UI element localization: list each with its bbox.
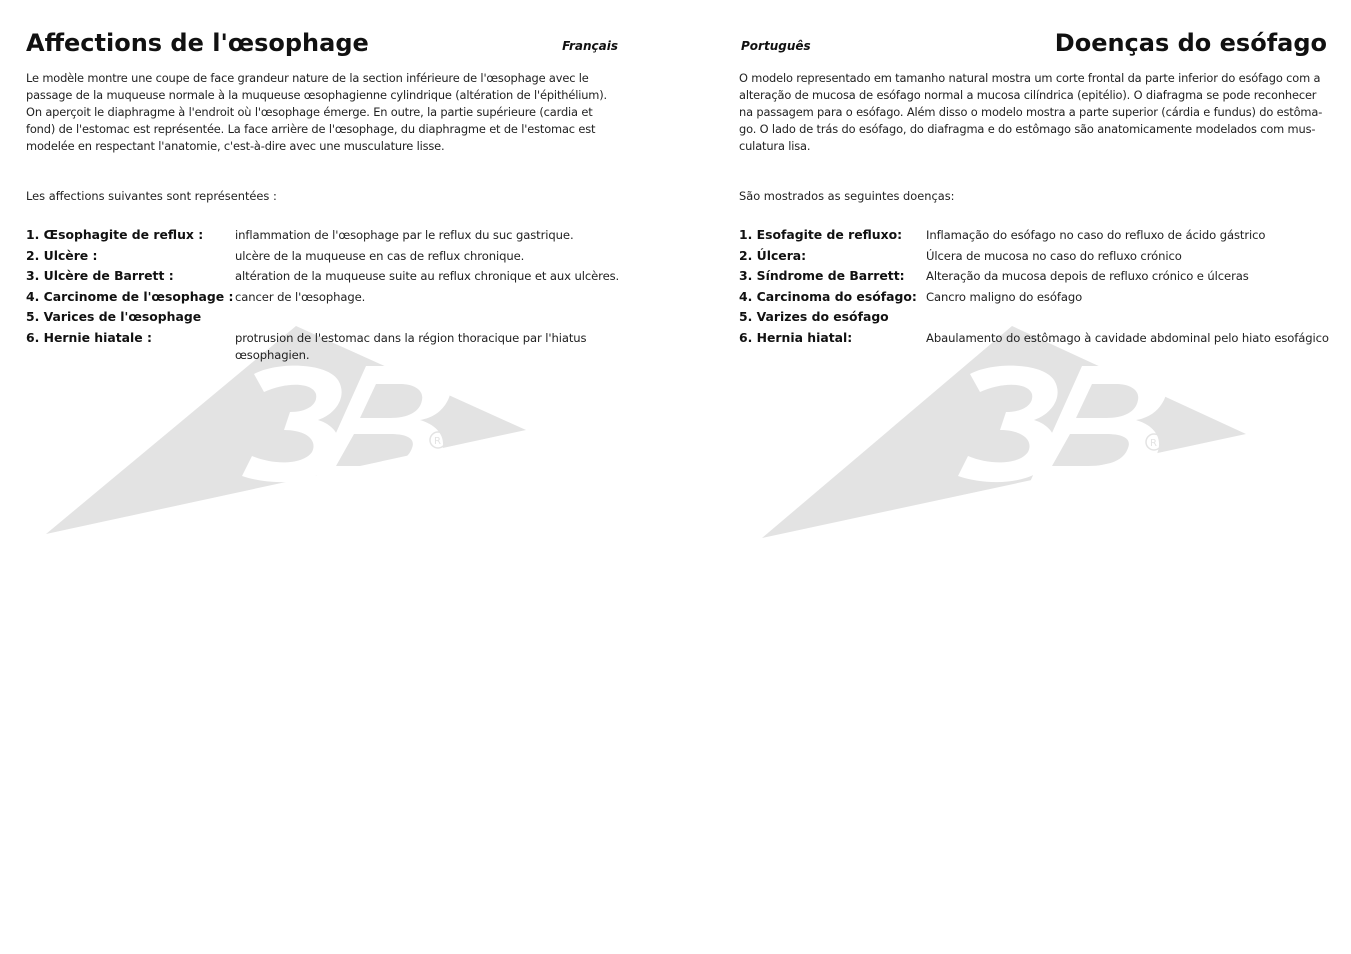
list-item bbox=[739, 307, 1327, 328]
disease-term: 4. Carcinome de l'œsophage : bbox=[26, 288, 234, 304]
portuguese-lead: São mostrados as seguintes doenças: bbox=[739, 189, 955, 203]
disease-term: 1. Œsophagite de reflux : bbox=[26, 227, 204, 242]
french-intro-line: modelée en respectant l'anatomie, c'est-à-dire avec une musculature lisse. bbox=[26, 139, 445, 153]
disease-term: 3. Ulcère de Barrett : bbox=[26, 268, 174, 284]
french-intro-line: fond) de l'estomac est représentée. La face arrière de l'œsophage, du diaphragme et de l'estomac est bbox=[26, 122, 596, 136]
list-item bbox=[739, 328, 1327, 349]
disease-definition: protrusion de l'estomac dans la région thoracique par l'hiatus œsophagien. bbox=[235, 330, 587, 362]
disease-definition: Cancro maligno do esófago bbox=[926, 289, 1083, 304]
french-title: Affections de l'œsophage bbox=[26, 29, 369, 57]
disease-definition: altération de la muqueuse suite au reflux chronique et aux ulcères. bbox=[235, 269, 620, 284]
disease-term: 1. Esofagite de refluxo: bbox=[739, 227, 903, 242]
disease-definition bbox=[926, 307, 1327, 309]
portuguese-page bbox=[739, 0, 1327, 954]
disease-term: 6. Hernie hiatale : bbox=[26, 329, 152, 345]
disease-term: 2. Úlcera: bbox=[739, 247, 807, 263]
french-lead: Les affections suivantes sont représentées : bbox=[26, 189, 277, 203]
disease-definition bbox=[235, 307, 622, 309]
disease-term: 6. Hernia hiatal: bbox=[739, 329, 853, 345]
list-item bbox=[26, 225, 622, 246]
disease-definition: Alteração da mucosa depois de refluxo crónico e úlceras bbox=[926, 269, 1249, 284]
svg-text:R: R bbox=[1150, 438, 1157, 449]
french-header bbox=[26, 28, 622, 70]
portuguese-intro-line: O modelo representado em tamanho natural mostra um corte frontal da parte inferior do esófago com a bbox=[739, 71, 1321, 85]
disease-term: 5. Varizes do esófago bbox=[739, 309, 889, 325]
portuguese-header bbox=[739, 28, 1327, 70]
french-intro bbox=[26, 70, 622, 155]
portuguese-disease-list bbox=[739, 225, 1327, 349]
list-item bbox=[739, 246, 1327, 267]
portuguese-intro-line: na passagem para o esófago. Além disso o modelo mostra a parte superior (cárdia e fundus) do estôma- bbox=[739, 105, 1323, 119]
portuguese-intro-line: go. O lado de trás do esófago, do diafragma e do estômago são anatomicamente modelados com mus- bbox=[739, 122, 1316, 136]
disease-definition: ulcère de la muqueuse en cas de reflux chronique. bbox=[235, 248, 525, 263]
portuguese-intro-line: alteração de mucosa de esófago normal a mucosa cilíndrica (epitélio). O diafragma se pode reconhecer bbox=[739, 88, 1317, 102]
list-item bbox=[739, 287, 1327, 308]
list-item bbox=[739, 225, 1327, 246]
portuguese-intro-line: culatura lisa. bbox=[739, 139, 811, 153]
list-item bbox=[26, 328, 622, 364]
portuguese-title: Doenças do esófago bbox=[1054, 29, 1327, 57]
disease-definition: Abaulamento do estômago à cavidade abdominal pelo hiato esofágico bbox=[926, 330, 1329, 345]
french-intro-line: Le modèle montre une coupe de face grandeur nature de la section inférieure de l'œsophage avec le bbox=[26, 71, 589, 85]
list-item bbox=[26, 246, 622, 267]
portuguese-language-label: Português bbox=[741, 39, 811, 53]
disease-term: 5. Varices de l'œsophage bbox=[26, 309, 202, 325]
list-item bbox=[26, 287, 622, 308]
svg-text:R: R bbox=[434, 436, 441, 447]
french-disease-list bbox=[26, 225, 622, 364]
disease-term: 4. Carcinoma do esófago: bbox=[739, 288, 917, 304]
list-item bbox=[26, 307, 622, 328]
disease-term: 2. Ulcère : bbox=[26, 247, 98, 263]
list-item bbox=[739, 266, 1327, 287]
disease-definition: Úlcera de mucosa no caso do refluxo crónico bbox=[926, 248, 1182, 263]
disease-definition: inflammation de l'œsophage par le reflux du suc gastrique. bbox=[235, 228, 574, 242]
french-intro-line: passage de la muqueuse normale à la muqueuse œsophagienne cylindrique (altération de l'épithélium). bbox=[26, 88, 608, 102]
portuguese-intro bbox=[739, 70, 1327, 155]
disease-term: 3. Síndrome de Barrett: bbox=[739, 268, 905, 284]
disease-definition: Inflamação do esófago no caso do refluxo de ácido gástrico bbox=[926, 228, 1266, 242]
french-intro-line: On aperçoit le diaphragme à l'endroit où l'œsophage émerge. En outre, la partie supérieure (cardia et bbox=[26, 105, 593, 119]
french-page bbox=[26, 0, 622, 954]
disease-definition: cancer de l'œsophage. bbox=[235, 289, 366, 304]
list-item bbox=[26, 266, 622, 287]
french-language-label: Français bbox=[562, 39, 618, 53]
